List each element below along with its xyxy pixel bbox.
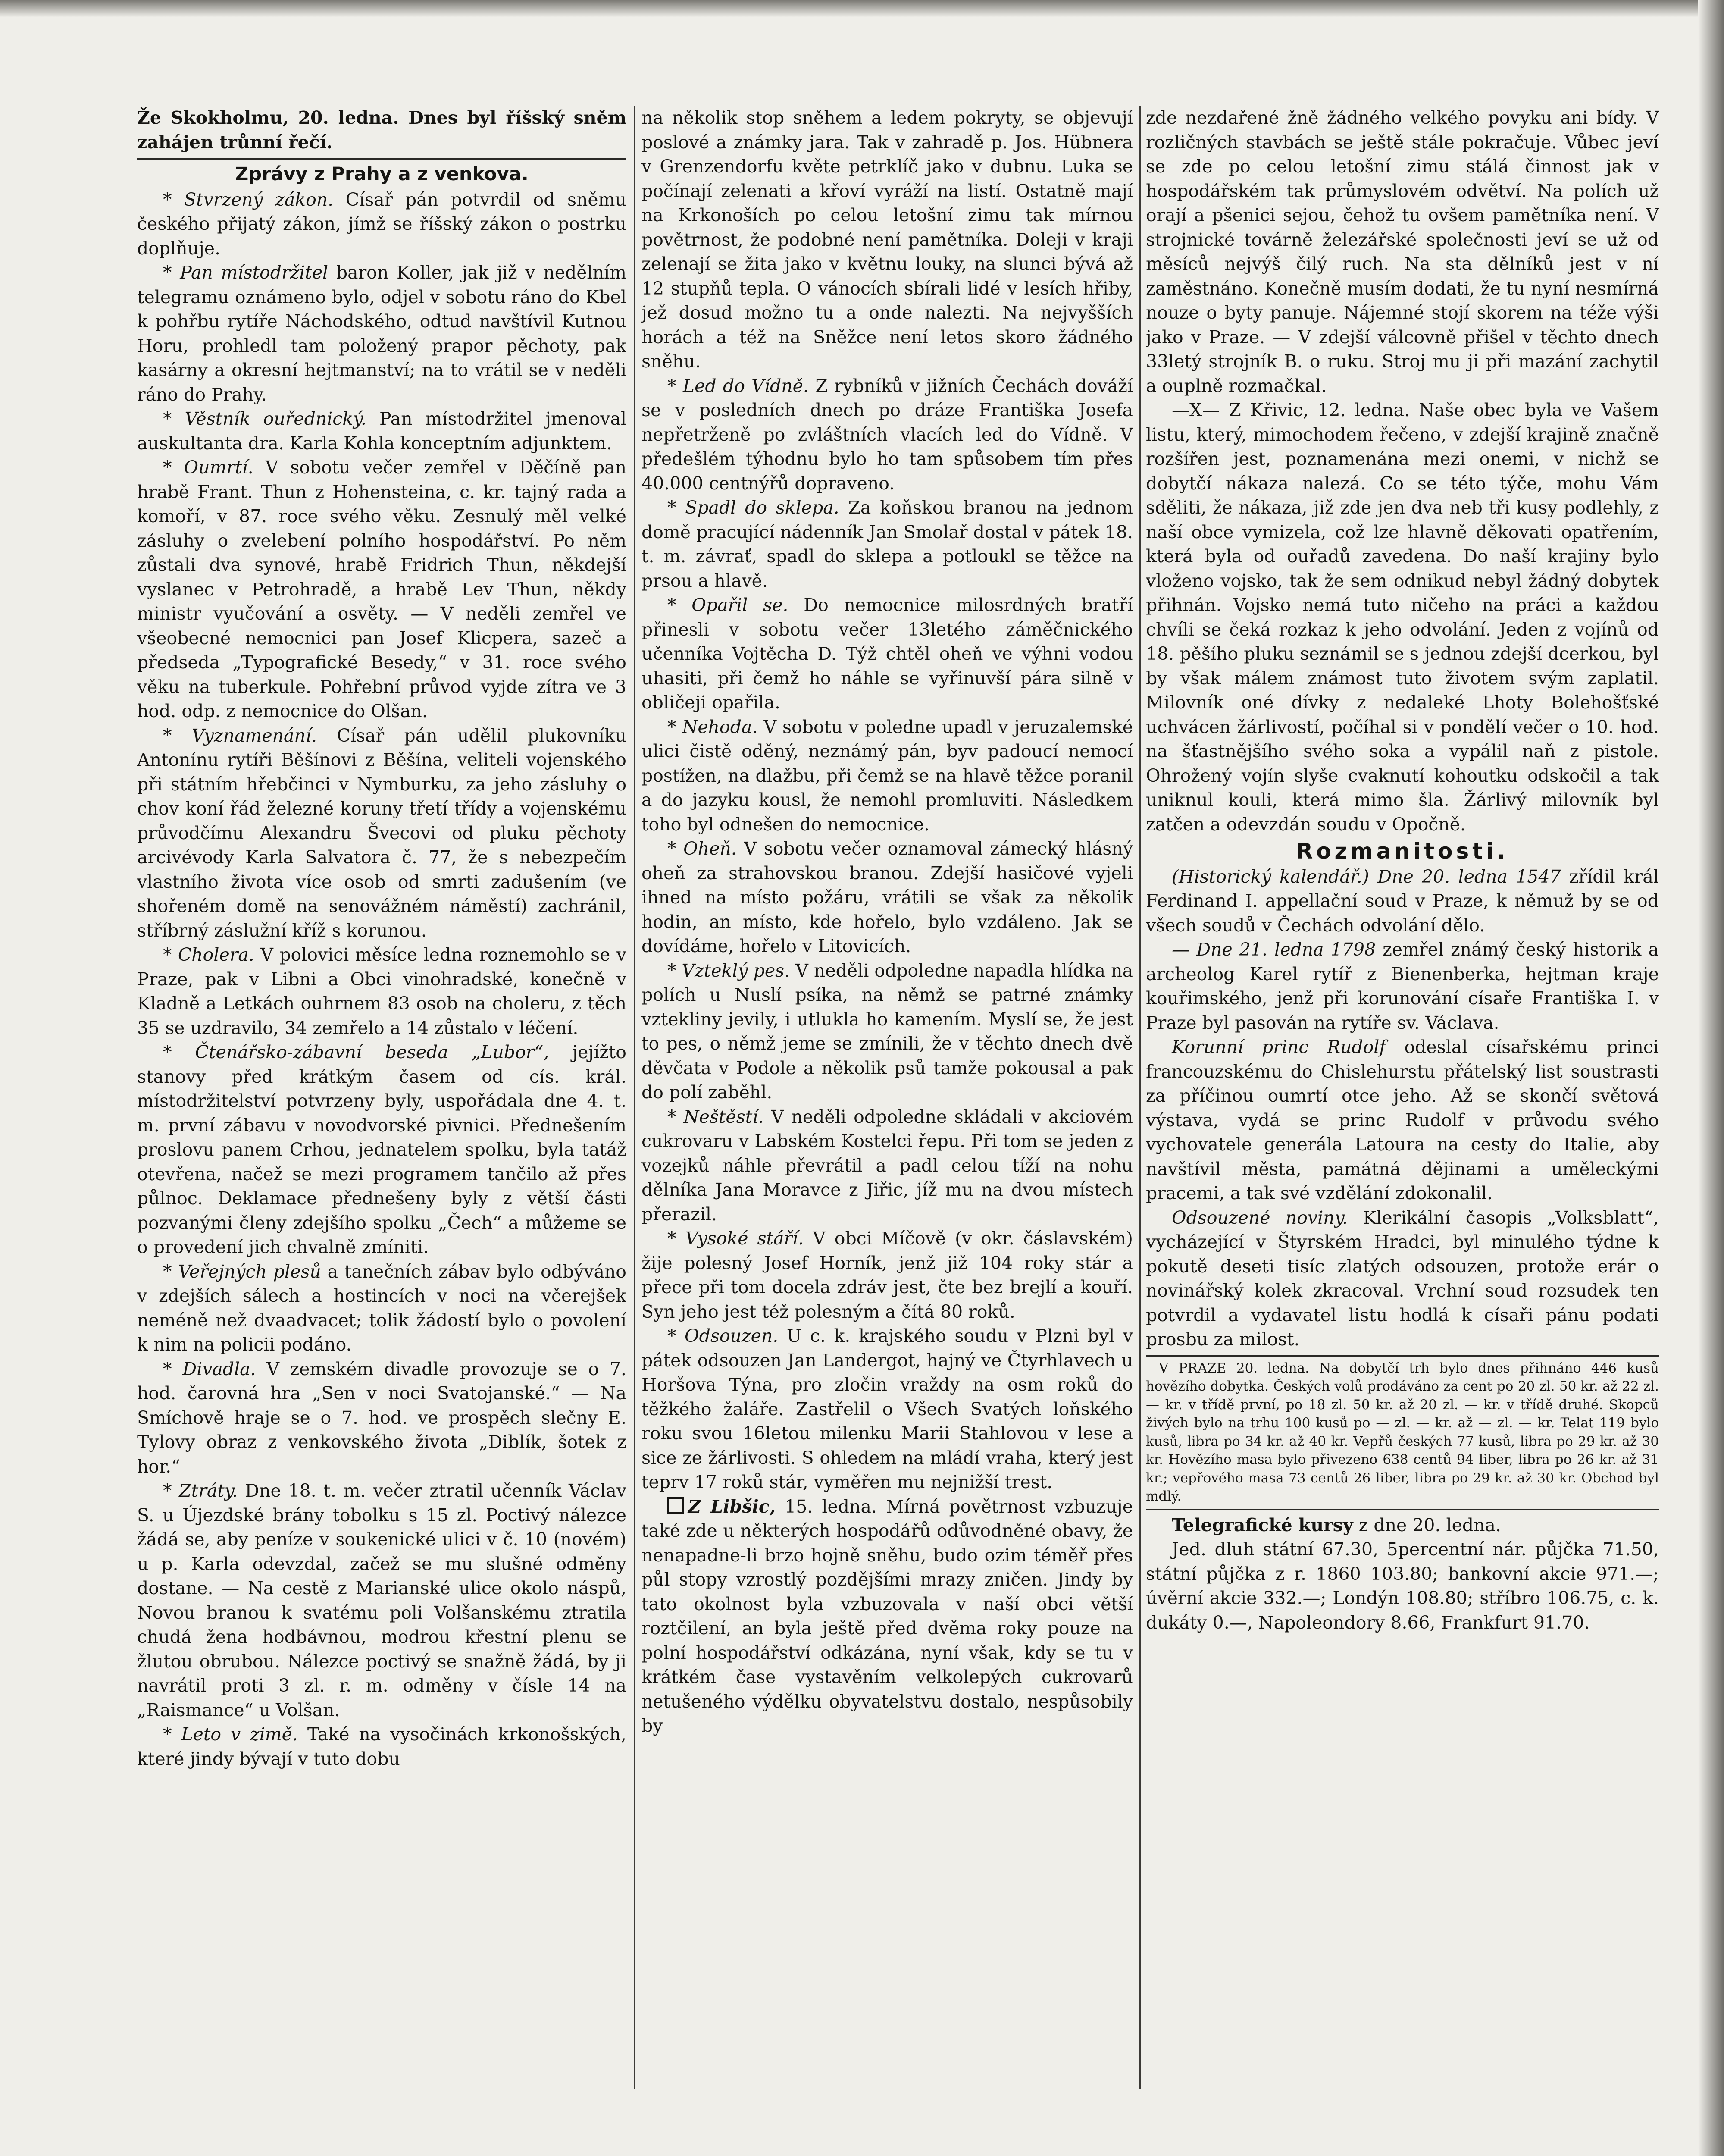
item-text: Do nemocnice milosrdných bratří přinesli v sobotu večer 13letého záměčnického učenníka Vojtěcha D. Týž chtěl oheň ve výhni vodou uhasiti, při čemž ho náhle se vyřinuvší pára silně v obličeji opařila. <box>641 595 1133 713</box>
section-rule <box>1146 1509 1659 1510</box>
intro-telegram: Že Skokholmu, 20. ledna. Dnes byl říšský sněm zahájen trůnní řečí. <box>137 107 626 153</box>
news-item <box>137 188 626 261</box>
item-title: Oheň. <box>683 838 737 859</box>
item-text: Císař pán udělil plukovníku Antonínu rytíři Běšínovi z Běšína, veliteli vojenského při státním hřebčinci v Nymburku, za jeho zásluhy o chov koní řád železné koruny třetí třídy a vojenskému průvodčímu Alexandru Švecovi od pluku pěchoty arcivévody Karla Salvatora č. 77, že s nebezpečím vlastního života více osob od smrti zadušením (ve shořeném domě na senovážném náměstí) zachránil, stříbrný záslužní kříž s korunou. <box>137 725 626 941</box>
asterisk-icon: * <box>163 457 184 478</box>
item-title: (Historický kalendář.) Dne 20. ledna 1547 <box>1172 866 1561 887</box>
column-right <box>1146 106 1659 2132</box>
item-text: V obci Míčově (v okr. čáslavském) žije polesný Josef Horník, jenž již 104 roky stár a přece při tom docela zdráv jest, čte bez brejlí a kouří. Syn jeho jest též polesným a čítá 80 roků. <box>641 1228 1133 1322</box>
item-title: Neštěstí. <box>683 1106 764 1127</box>
item-title: Odsouzen. <box>685 1326 779 1346</box>
column-left <box>137 106 626 2132</box>
asterisk-icon: * <box>667 1106 684 1127</box>
asterisk-icon: * <box>667 716 682 737</box>
item-title: Pan místodržitel <box>180 262 329 283</box>
item-title: Věstník ouřednický. <box>185 408 366 429</box>
item-text: V sobotu večer zemřel v Děčíně pan hrabě Frant. Thun z Hohensteina, c. kr. tajný rada a komoří, v 87. roce svého věku. Zesnulý měl velké zásluhy o zvelebení polního hospodářství. Po něm zůstali dva synové, hrabě Fridrich Thun, někdejší vyslanec v Petrohradě, a hrabě Lev Thun, někdy ministr vyučování a osvěty. — V neděli zemřel ve všeobecné nemocnici pan Josef Klicpera, sazeč a předseda „Typografické Besedy,“ v 31. roce svého věku na tuberkule. Pohřební průvod vyjde zítra ve 3 hod. odp. z nemocnice do Olšan. <box>137 457 626 721</box>
item-text: Z rybníků v jižních Čechách dováží se v posledních dnech po dráze Františka Josefa nepřetrženě po zvláštních vlacích led do Vídně. V předešlém týhodnu bylo ho tam spůsobem tím přes 40.000 centnýřů dopraveno. <box>641 375 1133 494</box>
asterisk-icon: * <box>163 408 185 429</box>
asterisk-icon: * <box>163 944 178 965</box>
item-title: Vyznamenání. <box>191 725 317 746</box>
dispatch-krivice <box>1146 398 1659 837</box>
news-item <box>137 1479 626 1722</box>
news-item <box>1146 1035 1659 1206</box>
dispatch-date: 15. ledna. <box>785 1496 877 1517</box>
asterisk-icon: * <box>163 189 184 210</box>
item-title: Korunní princ Rudolf <box>1172 1037 1386 1057</box>
dispatch-libsice <box>641 1495 1133 1738</box>
item-title: Nehoda. <box>682 716 758 737</box>
section-rule <box>137 158 626 160</box>
column-middle <box>641 106 1133 2132</box>
news-item <box>641 495 1133 593</box>
item-title: Divadla. <box>182 1358 256 1379</box>
item-text: zřídil král Ferdinand I. appellační soud v Praze, k němuž by se od všech soudů v Čechách odvolání dělo. <box>1146 866 1659 936</box>
item-text: Také na vysočinách krkonošských, které jindy bývají v tuto dobu <box>137 1724 626 1769</box>
news-item <box>641 1105 1133 1227</box>
item-text: V neděli odpoledne napadla hlídka na polích u Nuslí psíka, na němž se patrné známky vztekliny jevily, i utlukla ho kamením. Myslí se, že jest to pes, o němž jeme se zmínili, že v těchto dnech dvě děvčata v Podole a několik psů tamže pokousal a pak do polí zaběhl. <box>641 960 1133 1103</box>
item-text: Za koňskou branou na jednom domě pracující nádenník Jan Smolař dostal v pátek 18. t. m. závrať, spadl do sklepa a potloukl se těžce na prsou a hlavě. <box>641 497 1133 591</box>
item-title: Spadl do sklepa. <box>685 497 839 518</box>
item-text: Pan místodržitel jmenoval auskultanta dra. Karla Kohla konceptním adjunktem. <box>137 408 626 454</box>
section-heading: Zprávy z Prahy a z venkova. <box>235 163 529 185</box>
news-item <box>641 837 1133 959</box>
asterisk-icon: * <box>667 375 683 396</box>
asterisk-icon: * <box>667 960 682 981</box>
asterisk-icon: * <box>163 262 180 283</box>
item-title: Stvrzený zákon. <box>184 189 334 210</box>
asterisk-icon: * <box>163 1358 183 1379</box>
news-item <box>641 1324 1133 1495</box>
asterisk-icon: * <box>667 497 685 518</box>
news-item <box>641 593 1133 715</box>
news-item <box>137 724 626 943</box>
scan-edge-top <box>0 0 1724 17</box>
item-title: Veřejných plesů <box>178 1261 321 1282</box>
news-item <box>1146 1206 1659 1352</box>
exchange-values: Jed. dluh státní 67.30, 5percentní nár. půjčka 71.50, státní půjčka z r. 1860 103.80; bankovní akcie 971.—; úvěrní akcie 332.—; Londýn 108.80; stříbro 106.75, c. k. dukáty 0.—, Napoleondory 8.66, Frankfurt 91.70. <box>1146 1539 1659 1633</box>
news-item <box>137 1040 626 1260</box>
item-title: Vzteklý pes. <box>682 960 790 981</box>
dispatch-text: Mírná povětrnost vzbuzuje také zde u některých hospodářů odůvodněné obavy, že nenapadne-li brzo hojně sněhu, budo ozim téměř přes půl stopy vzrostlý pozdějšími mrazy zničen. Jindy by tato okolnost byla vzbuzovala v naší obci větší roztčilení, an byla ještě před dvěma roky pouze na polní hospodářství odkázána, nyní však, kdy se tu v krátkém čase vystavěním velkolepých cukrovarů netušeného výdělku obyvatelstvu dostalo, nespůsobily by <box>641 1496 1133 1736</box>
item-text: V sobotu večer oznamoval zámecký hlásný oheň za strahovskou branou. Zdejší hasičové vyjeli ihned na místo požáru, vrátili se však za několik hodin, an místo, kde hořelo, bylo vzdáleno. Jak se dovídáme, hořelo v Litovicích. <box>641 838 1133 956</box>
continued-dispatch: zde nezdařené žně žádného velkého povyku ani bídy. V rozličných stavbách se ještě stále pokračuje. Vůbec jeví se zde po celou letošní zimu stálá činnost jak v hospodářském tak průmyslovém odvětví. Na polích už orají a pšenici sejou, čehož tu ovšem pamětníka není. V strojnické továrně železářské společnosti jeví se už od měsíců nejvýš čilý ruch. Na sta dělníků jest v ní zaměstnáno. Konečně musím dodati, že tu nyní nesmírná nouze o byty panuje. Nájemné stojí skorem na téže výši jako v Praze. — V zdejší válcovně přišel v těchto dnech 33letý strojník B. o ruku. Stroj mu ji při mazání zachytil a ouplně rozmačkal. <box>1146 107 1659 396</box>
asterisk-icon: * <box>163 1042 195 1062</box>
item-title: — Dne 21. ledna 1798 <box>1172 939 1376 960</box>
asterisk-icon: * <box>163 1261 178 1282</box>
exchange-rates <box>1146 1513 1659 1538</box>
news-item <box>137 1722 626 1771</box>
item-title: Opařil se. <box>691 595 788 615</box>
item-text: a tanečních zábav bylo odbýváno v zdejších sálech a hostincích v noci na včerejšek neméně než dvaadvacet; tolik žádostí bylo o povolení k nim na policii podáno. <box>137 1261 626 1355</box>
misc-list <box>1146 865 1659 1352</box>
news-item <box>137 455 626 724</box>
item-text: V sobotu v poledne upadl v jeruzalemské ulici čistě oděný, neznámý pán, byv padoucí nemocí postížen, na dlažbu, při čemž se na hlavě těžce poranil a do jazyku kousl, že nemohl promluviti. Následkem toho byl odnešen do nemocnice. <box>641 716 1133 835</box>
news-list <box>137 188 626 1771</box>
item-text: Dne 18. t. m. večer ztratil učenník Václav S. u Újezdské brány tobolku s 15 zl. Poctivý nálezce žádá se, aby peníze v soukenické ulici v č. 10 (novém) u p. Karla odevzdal, začež se mu slušné odměny dostane. — Na cestě z Marianské ulice okolo náspů, Novou branou k svatému poli Volšanskému ztratila chudá žena hodbávnou, modrou křestní plenu se žlutou obrubou. Nálezce poctivý se snažně žádá, by ji navrátil proti 3 zl. r. m. odměny v čísle 14 na „Raismance“ u Volšan. <box>137 1480 626 1720</box>
news-item <box>137 1260 626 1357</box>
asterisk-icon: * <box>163 1724 181 1745</box>
news-item <box>641 715 1133 837</box>
news-item <box>137 943 626 1040</box>
section-rule <box>1146 1355 1659 1357</box>
item-title: Cholera. <box>178 944 254 965</box>
item-title: Odsouzené noviny. <box>1172 1207 1348 1228</box>
news-item <box>137 1357 626 1479</box>
dispatch-marker-icon <box>667 1497 684 1514</box>
item-text: odeslal císařskému princi francouzskému do Chislehurstu přátelský list soustrasti za příčinou oumrtí otce jeho. Až se skončí světová výstava, vydá se princ Rudolf v průvodu svého vychovatele generála Latoura na cesty do Italie, aby navštívil města, památná dějinami a uměleckými pracemi, a tak své vzdělání zdokonalil. <box>1146 1037 1659 1203</box>
item-text: jejížto stanovy před krátkým časem od cís. král. místodržitelství potvrzeny byly, uspořádala dne 4. t. m. první zábavu v novodvorské pivnici. Přednešením proslovu panem Crhou, jednatelem spolku, byla tatáž otevřena, načež se mezi programem tančilo až přes půlnoc. Deklamace přednešeny byly z větší části pozvanými členy zdejšího spolku „Čech“ a můžeme se o provedení jich chvalně zmíniti. <box>137 1042 626 1257</box>
column-rule <box>1139 106 1141 2089</box>
news-item <box>137 407 626 455</box>
dispatch-title: —X— Z Křivic, <box>1172 400 1309 420</box>
exchange-date: z dne 20. ledna. <box>1358 1514 1502 1536</box>
item-text: V zemském divadle provozuje se o 7. hod. čarovná hra „Sen v noci Svatojanské.“ — Na Smíchově hraje se o 7. hod. ve prospěch slečny E. Tylovy obraz z venkovského života „Diblík, šotek z hor.“ <box>137 1358 626 1477</box>
news-item <box>137 260 626 407</box>
item-title: Ztráty. <box>179 1480 238 1501</box>
item-text: V neděli odpoledne skládali v akciovém cukrovaru v Labském Kostelci řepu. Při tom se jeden z vozejků náhle převrátil a padl celou tíží na nohu dělníka Jana Moravce z Jiřic, jíž mu na dvou místech přerazil. <box>641 1106 1133 1225</box>
news-item <box>641 374 1133 496</box>
news-item <box>641 1226 1133 1324</box>
item-title: Leto v zimě. <box>181 1724 298 1745</box>
item-title: Oumrtí. <box>184 457 253 478</box>
item-text: U c. k. krajského soudu v Plzni byl v pátek odsouzen Jan Landergot, hajný ve Čtyrhlavech u Horšova Týna, pro zločin vraždy na osm roků do těžkého žaláře. Zastřelil o Všech Svatých loňského roku svou 16letou milenku Marii Stahlovou v lese a sice ze žárlivosti. S ohledem na mládí vraha, který jest teprv 17 roků stár, vyměřen mu nejnižší trest. <box>641 1326 1133 1492</box>
scan-edge-right <box>1698 0 1724 2156</box>
item-text: Klerikální časopis „Volksblatt“, vycházející v Štyrském Hradci, byl minulého týdne k pokutě deseti tisíc zlatých odsouzen, protože erár o novinářský kolek zkracoval. Vrchní soud rozsudek ten potvrdil a vydavatel listu hodlá k císaři pánu podati prosbu za milost. <box>1146 1207 1659 1350</box>
news-item <box>1146 937 1659 1035</box>
news-list <box>641 374 1133 1495</box>
item-title: Čtenářsko-zábavní beseda „Lubor“, <box>195 1042 549 1062</box>
news-item <box>641 959 1133 1105</box>
item-title: Vysoké stáří. <box>685 1228 804 1249</box>
exchange-title: Telegrafické kursy <box>1172 1514 1353 1536</box>
item-text: zemřel známý český historik a archeolog Karel rytíř z Bienenberka, hejtman kraje kouřimského, jenž při korunování císaře Františka I. v Praze byl pasován na rytíře sv. Václava. <box>1146 939 1659 1033</box>
item-text: Císař pán potvrdil od sněmu českého přijatý zákon, jímž se říšský zákon o postrku doplňuje. <box>137 189 626 259</box>
asterisk-icon: * <box>163 725 192 746</box>
item-title: Led do Vídně. <box>682 375 809 396</box>
news-item <box>1146 865 1659 938</box>
asterisk-icon: * <box>667 595 692 615</box>
section-heading: Rozmanitosti. <box>1296 839 1509 864</box>
dispatch-date: 12. ledna. <box>1317 400 1410 420</box>
dispatch-title: Z Libšic, <box>688 1496 776 1517</box>
market-report: V PRAZE 20. ledna. Na dobytčí trh bylo dnes přihnáno 446 kusů hovězího dobytka. Českých volů prodáváno za cent po 20 zl. 50 kr. až 22 zl. — kr. v třídě první, po 18 zl. 50 kr. až 20 zl. — kr. v třídě druhé. Skopců živých bylo na trhu 100 kusů po — zl. — kr. až — zl. — kr. Telat 119 bylo kusů, libra po 34 kr. až 40 kr. Vepřů českých 77 kusů, libra po 29 kr. až 30 kr. Hovězího masa bylo přivezeno 638 centů 94 liber, libra po 26 kr. až 31 kr.; vepřového masa 73 centů 26 liber, libra po 29 kr. až 30 kr. Obchod byl mdlý. <box>1146 1360 1659 1504</box>
dispatch-text: Naše obec byla ve Vašem listu, který, mimochodem řečeno, v zdejší krajině značně rozšířen jest, poznamenána mezi onemi, v nichž se dobytčí nákaza nalezá. Co se této týče, mohu Vám sděliti, že nákaza, již zde jen dva neb tři kusy podlehly, z naší obce vymizela, což lze hlavně děkovati opatřením, která byla od ouřadů zavedena. Do naší krajiny bylo vloženo vojsko, tak že sem odnikud nebyl žádný dobytek přihnán. Vojsko nemá tuto ničeho na práci a každou chvíli se čeká rozkaz k jeho odvolání. Jeden z vojínů od 18. pěšího pluku seznámil se s jednou zdejší dcerkou, byl by však málem známost tuto životem svým zaplatil. Milovník oné dívky z nedaleké Lhoty Bolehošťské uchvácen žárlivostí, počíhal si v pondělí večer o 10. hod. na šťastnějšího svého soka a vypálil naň z pistole. Ohrožený vojín slyše cvaknutí kohoutku odskočil a tak uniknul kouli, která mimo šla. Žárlivý milovník byl zatčen a odevzdán soudu v Opočně. <box>1146 400 1659 835</box>
asterisk-icon: * <box>667 1228 685 1249</box>
asterisk-icon: * <box>667 838 684 859</box>
continued-article: na několik stop sněhem a ledem pokryty, se objevují poslové a známky jara. Tak v zahradě p. Jos. Hübnera v Grenzendorfu květe petrklíč jako v dubnu. Luka se počínají zelenati a křoví vyráží na listí. Ostatně mají na Krkonoších po celou letošní zimu tak mírnou povětrnost, že podobné není pamětníka. Doleji v kraji zelenají se žita jako v květnu louky, na slunci bývá až 12 stupňů tepla. O vánocích sbírali lidé v lesích hřiby, jež dosud možno tu a onde nalezti. Na nejvyšších horách a též na Sněžce není letos skoro žádného sněhu. <box>641 107 1133 372</box>
item-text: V polovici měsíce ledna roznemohlo se v Praze, pak v Libni a Obci vinohradské, konečně v Kladně a Letkách ouhrnem 83 osob na choleru, z těch 35 se uzdravilo, 34 zemřelo a 14 zůstalo v léčení. <box>137 944 626 1038</box>
asterisk-icon: * <box>163 1480 179 1501</box>
column-rule <box>634 106 635 2089</box>
asterisk-icon: * <box>667 1326 685 1346</box>
item-text: baron Koller, jak již v nedělním telegramu oznámeno bylo, odjel v sobotu ráno do Kbel k pohřbu rytíře Náchodského, odtud navštívil Kutnou Horu, prohledl tam položený prapor pěchoty, pak kasárny a okresní hejtmanství; na to vrátil se v neděli ráno do Prahy. <box>137 262 626 405</box>
